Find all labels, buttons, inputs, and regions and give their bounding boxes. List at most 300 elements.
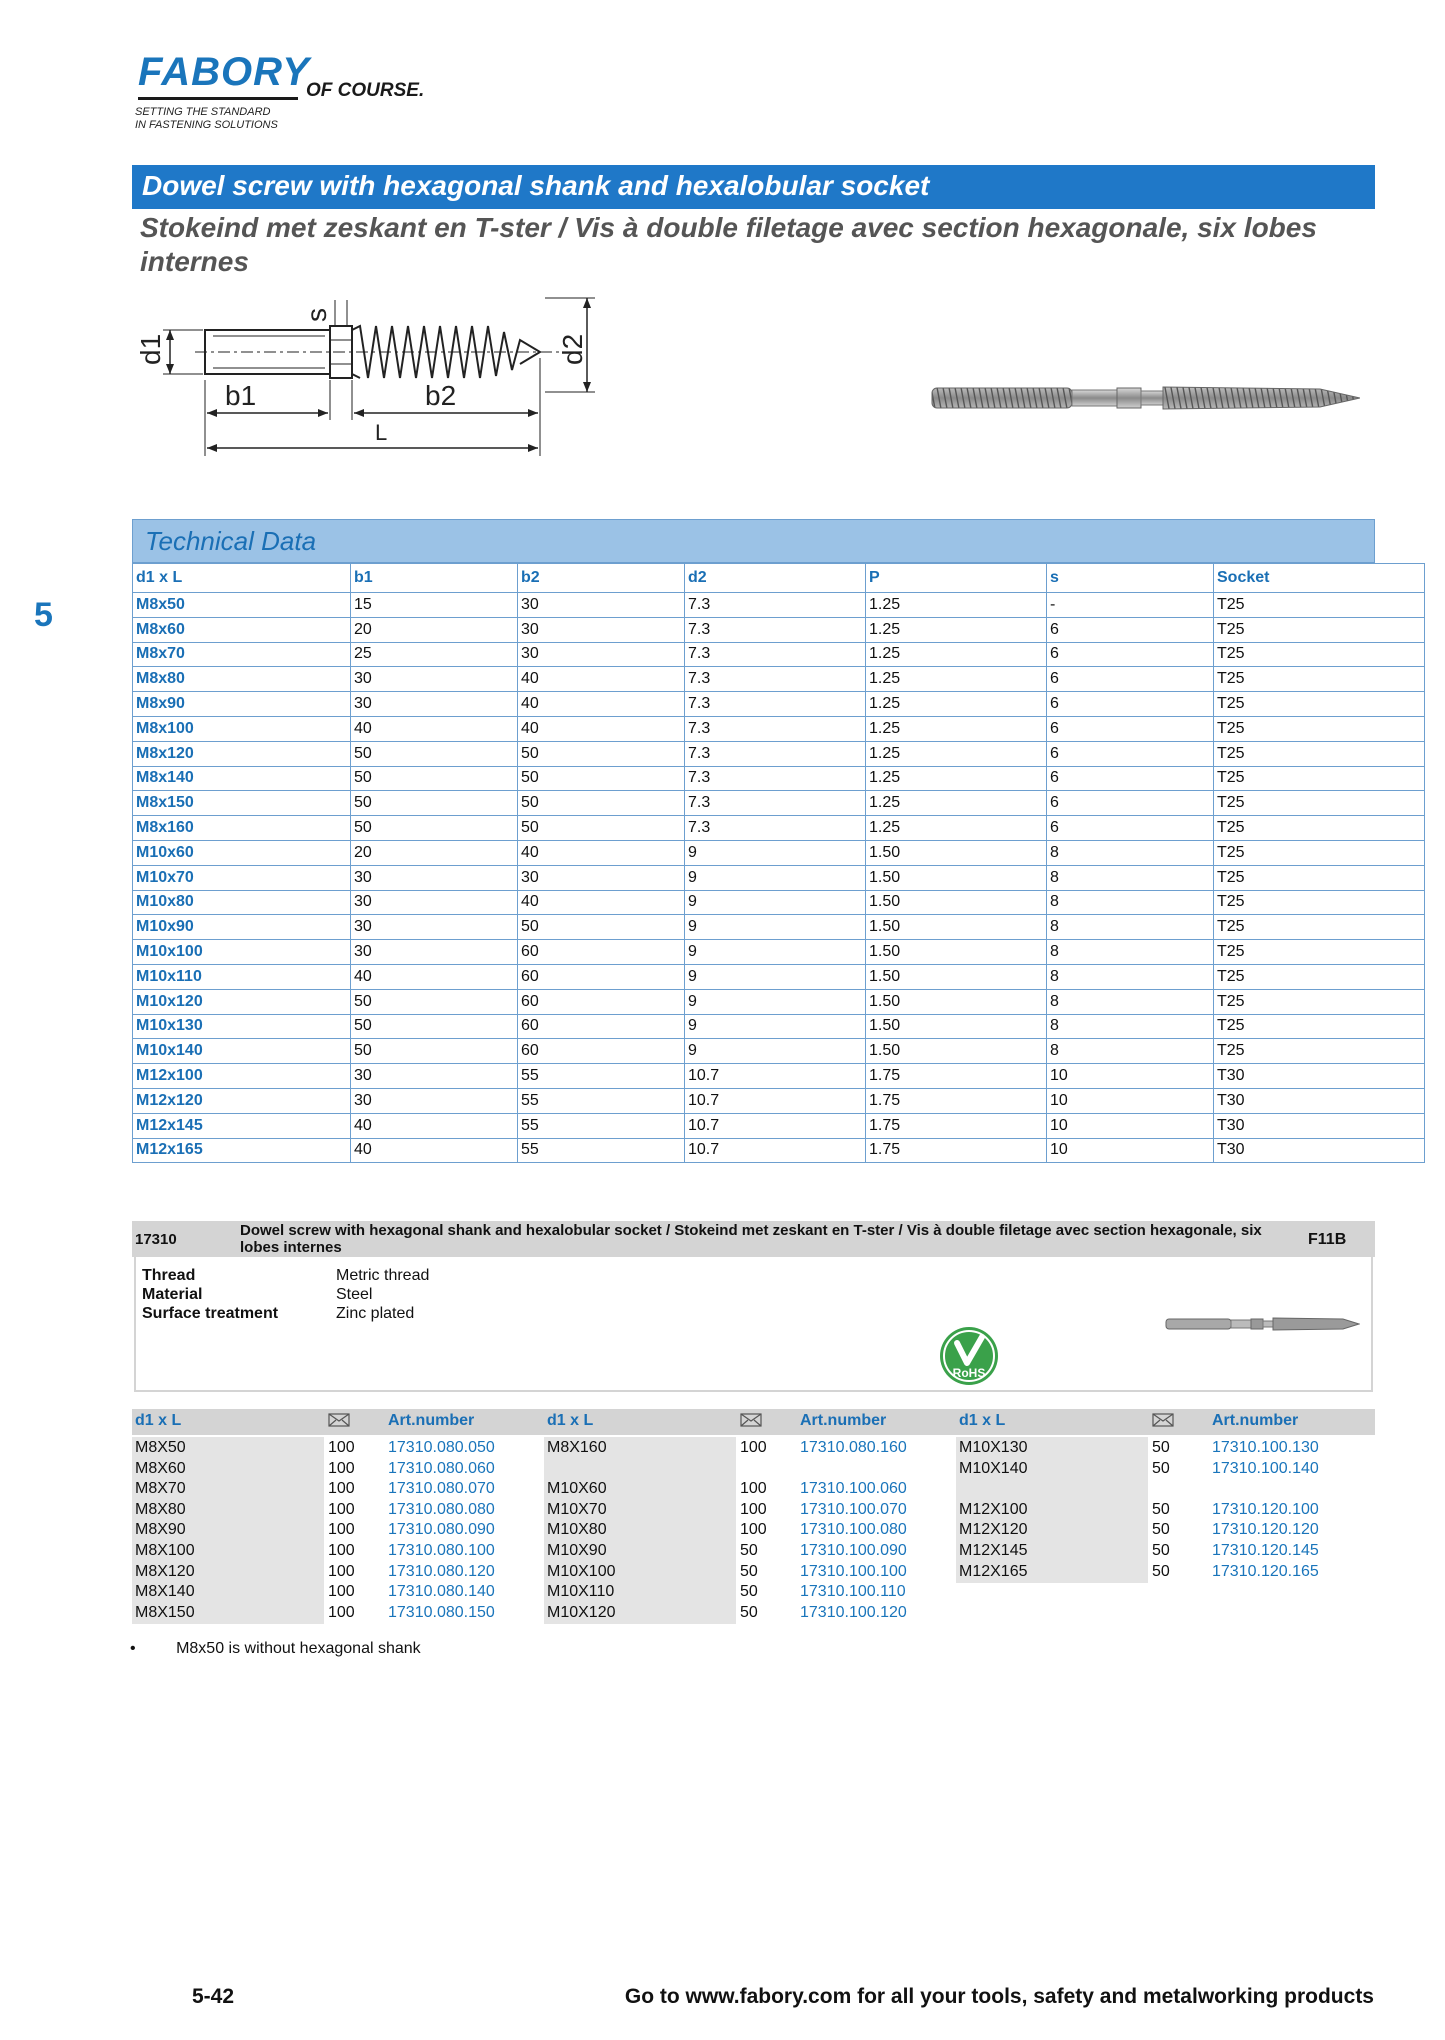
table-cell: 30 <box>351 865 518 890</box>
table-row <box>133 593 1425 618</box>
table-cell: 50 <box>351 741 518 766</box>
table-cell: 10 <box>1047 1064 1214 1089</box>
article-quantity: 100 <box>740 1480 767 1498</box>
table-cell: 8 <box>1047 940 1214 965</box>
table-cell: T25 <box>1214 816 1425 841</box>
page-title: Dowel screw with hexagonal shank and hexalobular socket <box>142 170 930 201</box>
table-cell: 30 <box>351 1064 518 1089</box>
article-list <box>132 1438 495 1623</box>
table-cell: 50 <box>351 1014 518 1039</box>
header-art-number: Art.number <box>800 1412 887 1429</box>
table-row <box>133 1039 1425 1064</box>
article-quantity: 50 <box>740 1603 758 1621</box>
table-row <box>133 989 1425 1014</box>
table-cell: 1.25 <box>866 692 1047 717</box>
table-cell: 10 <box>1047 1088 1214 1113</box>
list-item <box>132 1541 495 1562</box>
column-header: b2 <box>518 564 685 593</box>
table-cell: 7.3 <box>685 741 866 766</box>
header-art-number: Art.number <box>1212 1412 1299 1429</box>
table-cell: T30 <box>1214 1064 1425 1089</box>
table-cell: 9 <box>685 1014 866 1039</box>
article-size: M12X120 <box>959 1521 1028 1539</box>
article-number-link[interactable]: 17310.080.150 <box>388 1603 495 1621</box>
list-item <box>956 1562 1319 1583</box>
table-cell: 6 <box>1047 716 1214 741</box>
column-header: P <box>866 564 1047 593</box>
article-quantity: 50 <box>740 1562 758 1580</box>
table-cell: 30 <box>518 593 685 618</box>
article-size: M8X60 <box>135 1459 186 1477</box>
table-cell: 9 <box>685 1039 866 1064</box>
label-b1: b1 <box>225 380 257 411</box>
article-number-link[interactable]: 17310.100.140 <box>1212 1459 1319 1477</box>
table-row <box>133 816 1425 841</box>
table-cell: 25 <box>351 642 518 667</box>
article-quantity: 100 <box>328 1562 355 1580</box>
table-cell: M10x140 <box>133 1039 351 1064</box>
table-cell: 50 <box>351 791 518 816</box>
article-size: M10X100 <box>547 1562 616 1580</box>
table-cell: T25 <box>1214 940 1425 965</box>
table-row <box>133 766 1425 791</box>
table-row <box>133 1064 1425 1089</box>
rohs-label: RoHS <box>952 1366 986 1380</box>
article-quantity: 100 <box>328 1521 355 1539</box>
article-number-link[interactable]: 17310.080.160 <box>800 1439 907 1456</box>
table-cell: 7.3 <box>685 667 866 692</box>
table-cell: 60 <box>518 1039 685 1064</box>
table-cell: T25 <box>1214 865 1425 890</box>
article-quantity: 50 <box>740 1541 758 1559</box>
table-row <box>133 840 1425 865</box>
article-size: M8X50 <box>135 1439 186 1456</box>
label-b2: b2 <box>425 380 457 411</box>
table-cell: 9 <box>685 964 866 989</box>
table-cell: 1.25 <box>866 642 1047 667</box>
table-row <box>133 1088 1425 1113</box>
spec-label-thread: Thread <box>142 1267 196 1284</box>
list-item <box>544 1541 907 1562</box>
footer-text: Go to www.fabory.com for all your tools, safety and metalworking products <box>624 1985 1374 2008</box>
table-cell: 55 <box>518 1064 685 1089</box>
article-number-link[interactable]: 17310.100.080 <box>800 1521 907 1539</box>
table-cell: 50 <box>351 816 518 841</box>
article-size: M8X150 <box>135 1603 195 1621</box>
table-cell: 30 <box>351 1088 518 1113</box>
article-quantity: 100 <box>328 1541 355 1559</box>
table-cell: T25 <box>1214 989 1425 1014</box>
article-number-link[interactable]: 17310.120.100 <box>1212 1500 1319 1518</box>
table-cell: 7.3 <box>685 816 866 841</box>
article-quantity: 100 <box>328 1603 355 1621</box>
article-size: M12X100 <box>959 1500 1028 1518</box>
screw-photo <box>930 382 1360 414</box>
table-cell: M8x60 <box>133 617 351 642</box>
table-cell: 8 <box>1047 890 1214 915</box>
table-cell: 50 <box>351 766 518 791</box>
table-cell: 1.50 <box>866 964 1047 989</box>
article-size: M10X60 <box>547 1480 607 1498</box>
table-row <box>133 667 1425 692</box>
table-cell: T25 <box>1214 766 1425 791</box>
table-cell: 6 <box>1047 741 1214 766</box>
list-item <box>544 1479 907 1500</box>
list-item <box>956 1520 1319 1541</box>
table-cell: 6 <box>1047 667 1214 692</box>
table-cell: 9 <box>685 915 866 940</box>
table-cell: 6 <box>1047 816 1214 841</box>
table-cell: 40 <box>518 692 685 717</box>
table-cell: 6 <box>1047 766 1214 791</box>
envelope-icon <box>1152 1412 1174 1433</box>
table-cell: M8x50 <box>133 593 351 618</box>
table-cell: 55 <box>518 1113 685 1138</box>
table-cell: T25 <box>1214 915 1425 940</box>
table-cell: 1.25 <box>866 741 1047 766</box>
list-item <box>132 1520 495 1541</box>
table-cell: 9 <box>685 890 866 915</box>
spec-label-material: Material <box>142 1286 203 1303</box>
table-cell: 6 <box>1047 642 1214 667</box>
article-number-link[interactable]: 17310.100.120 <box>800 1603 907 1621</box>
table-row <box>133 890 1425 915</box>
rohs-icon <box>938 1325 1000 1387</box>
spec-value-material: Steel <box>336 1286 373 1303</box>
table-cell: 40 <box>518 840 685 865</box>
technical-data-title: Technical Data <box>145 526 317 556</box>
list-item <box>132 1438 495 1459</box>
header-size: d1 x L <box>959 1412 1006 1429</box>
bullet-icon: • <box>130 1640 136 1657</box>
table-row <box>133 1014 1425 1039</box>
label-L: L <box>375 420 388 445</box>
table-cell: 40 <box>518 716 685 741</box>
table-row <box>133 617 1425 642</box>
product-category: F11B <box>1308 1231 1347 1248</box>
list-item <box>956 1541 1319 1562</box>
table-cell: T25 <box>1214 692 1425 717</box>
list-item <box>544 1438 907 1459</box>
page-number: 5-42 <box>192 1985 235 2008</box>
article-quantity: 100 <box>328 1439 355 1456</box>
table-cell: 1.25 <box>866 766 1047 791</box>
article-quantity: 100 <box>740 1439 767 1456</box>
table-cell: 30 <box>351 692 518 717</box>
table-cell: M12x120 <box>133 1088 351 1113</box>
article-quantity: 50 <box>1152 1500 1170 1518</box>
table-row <box>133 964 1425 989</box>
table-cell: 40 <box>518 890 685 915</box>
article-size: M8X80 <box>135 1500 186 1518</box>
table-cell: 10.7 <box>685 1138 866 1163</box>
article-size: M8X160 <box>547 1439 607 1456</box>
table-cell: 1.50 <box>866 989 1047 1014</box>
table-cell: 30 <box>351 890 518 915</box>
table-cell: 8 <box>1047 964 1214 989</box>
brand-logo: FABORY <box>138 50 310 94</box>
article-size: M10X70 <box>547 1500 607 1518</box>
article-quantity: 50 <box>1152 1562 1170 1580</box>
table-cell: M10x70 <box>133 865 351 890</box>
table-cell: 8 <box>1047 840 1214 865</box>
article-number-link[interactable]: 17310.080.090 <box>388 1521 495 1539</box>
table-cell: 8 <box>1047 915 1214 940</box>
table-cell: 7.3 <box>685 593 866 618</box>
article-number-link[interactable]: 17310.120.120 <box>1212 1521 1319 1539</box>
table-cell: 8 <box>1047 1014 1214 1039</box>
article-number-link[interactable]: 17310.080.060 <box>388 1459 495 1477</box>
table-cell: 60 <box>518 989 685 1014</box>
column-header: d2 <box>685 564 866 593</box>
table-cell: 6 <box>1047 791 1214 816</box>
table-cell: T25 <box>1214 791 1425 816</box>
table-cell: 50 <box>351 989 518 1014</box>
table-row <box>133 1138 1425 1163</box>
article-number-link[interactable]: 17310.100.110 <box>800 1583 906 1601</box>
table-cell: 1.50 <box>866 1039 1047 1064</box>
label-d2: d2 <box>557 333 588 365</box>
table-cell: T25 <box>1214 716 1425 741</box>
article-number-link[interactable]: 17310.100.090 <box>800 1541 907 1559</box>
header-size: d1 x L <box>547 1412 594 1429</box>
table-cell: 10.7 <box>685 1113 866 1138</box>
table-cell: 20 <box>351 840 518 865</box>
table-cell: M12x165 <box>133 1138 351 1163</box>
list-item <box>544 1582 907 1603</box>
table-cell: 1.25 <box>866 617 1047 642</box>
table-cell: 40 <box>351 716 518 741</box>
table-cell: 10 <box>1047 1138 1214 1163</box>
article-number-link[interactable]: 17310.080.140 <box>388 1583 495 1601</box>
list-item <box>132 1500 495 1521</box>
table-cell: 7.3 <box>685 791 866 816</box>
table-cell: 1.75 <box>866 1138 1047 1163</box>
table-cell: T25 <box>1214 741 1425 766</box>
article-quantity: 100 <box>328 1500 355 1518</box>
list-item <box>544 1603 907 1624</box>
table-cell: M10x120 <box>133 989 351 1014</box>
column-header: b1 <box>351 564 518 593</box>
article-size: M10X140 <box>959 1459 1028 1477</box>
table-cell: 10 <box>1047 1113 1214 1138</box>
column-header: Socket <box>1214 564 1425 593</box>
table-cell: 7.3 <box>685 642 866 667</box>
article-size: M10X120 <box>547 1603 616 1621</box>
table-cell: 1.50 <box>866 1014 1047 1039</box>
table-row <box>133 791 1425 816</box>
table-cell: 9 <box>685 989 866 1014</box>
envelope-icon <box>328 1412 350 1433</box>
table-cell: M12x100 <box>133 1064 351 1089</box>
table-cell: 50 <box>518 766 685 791</box>
table-cell: 1.75 <box>866 1113 1047 1138</box>
article-number-link[interactable]: 17310.120.145 <box>1212 1541 1319 1559</box>
list-item <box>956 1479 1319 1500</box>
article-list <box>544 1438 907 1623</box>
logo-tagline: SETTING THE STANDARD IN FASTENING SOLUTIONS <box>135 106 278 131</box>
article-number-link[interactable]: 17310.120.165 <box>1212 1562 1319 1580</box>
article-number-link[interactable]: 17310.100.060 <box>800 1480 907 1498</box>
chapter-number: 5 <box>34 596 53 634</box>
table-cell: 55 <box>518 1138 685 1163</box>
table-cell: M10x60 <box>133 840 351 865</box>
table-cell: M10x90 <box>133 915 351 940</box>
table-cell: T30 <box>1214 1138 1425 1163</box>
product-code: 17310 <box>135 1231 177 1248</box>
table-cell: 7.3 <box>685 716 866 741</box>
table-cell: 50 <box>518 816 685 841</box>
table-cell: M8x140 <box>133 766 351 791</box>
table-cell: 40 <box>518 667 685 692</box>
table-cell: M8x90 <box>133 692 351 717</box>
article-number-link[interactable]: 17310.080.100 <box>388 1541 495 1559</box>
table-cell: 9 <box>685 840 866 865</box>
spec-label-surface: Surface treatment <box>142 1305 279 1322</box>
table-cell: M10x80 <box>133 890 351 915</box>
article-list <box>956 1438 1319 1582</box>
table-cell: 7.3 <box>685 692 866 717</box>
label-s: s <box>301 308 332 322</box>
logo-underline <box>138 97 298 100</box>
table-cell: T25 <box>1214 667 1425 692</box>
table-row <box>133 642 1425 667</box>
table-cell: M10x100 <box>133 940 351 965</box>
list-item <box>544 1500 907 1521</box>
table-cell: T25 <box>1214 964 1425 989</box>
table-cell: 50 <box>518 741 685 766</box>
table-cell: 1.50 <box>866 865 1047 890</box>
article-number-link[interactable]: 17310.100.070 <box>800 1500 907 1518</box>
table-cell: 1.50 <box>866 915 1047 940</box>
table-cell: M8x100 <box>133 716 351 741</box>
list-item <box>544 1562 907 1583</box>
list-item <box>132 1603 495 1624</box>
article-size: M10X80 <box>547 1521 607 1539</box>
article-size: M10X110 <box>547 1583 615 1601</box>
table-cell: 8 <box>1047 989 1214 1014</box>
table-cell: 8 <box>1047 865 1214 890</box>
spec-values <box>336 1266 429 1323</box>
table-header-row <box>133 564 1425 593</box>
table-cell: M10x130 <box>133 1014 351 1039</box>
article-number-link[interactable]: 17310.080.080 <box>388 1500 495 1518</box>
table-cell: M8x70 <box>133 642 351 667</box>
table-body <box>133 593 1425 1163</box>
page-subtitle: Stokeind met zeskant en T-ster / Vis à double filetage avec section hexagonale, six lobes internes <box>140 212 1317 277</box>
screw-thumbnail <box>1165 1316 1360 1332</box>
article-quantity: 50 <box>740 1583 758 1601</box>
table-cell: 55 <box>518 1088 685 1113</box>
table-cell: 1.75 <box>866 1064 1047 1089</box>
table-cell: 10.7 <box>685 1064 866 1089</box>
list-item <box>956 1438 1319 1459</box>
table-cell: T25 <box>1214 1014 1425 1039</box>
header-size: d1 x L <box>135 1412 182 1429</box>
article-quantity: 100 <box>740 1521 767 1539</box>
article-quantity: 100 <box>740 1500 767 1518</box>
article-size: M8X140 <box>135 1583 195 1601</box>
table-row <box>133 940 1425 965</box>
table-cell: 50 <box>518 791 685 816</box>
table-cell: T25 <box>1214 840 1425 865</box>
article-number-link[interactable]: 17310.080.050 <box>388 1439 495 1456</box>
table-cell: 1.50 <box>866 890 1047 915</box>
list-item <box>956 1459 1319 1480</box>
table-cell: 9 <box>685 865 866 890</box>
table-cell: 60 <box>518 940 685 965</box>
list-item <box>956 1500 1319 1521</box>
article-quantity: 50 <box>1152 1541 1170 1559</box>
table-cell: 20 <box>351 617 518 642</box>
article-size: M8X70 <box>135 1480 186 1498</box>
article-size: M8X100 <box>135 1541 195 1559</box>
table-cell: T30 <box>1214 1088 1425 1113</box>
table-cell: - <box>1047 593 1214 618</box>
list-item <box>544 1459 907 1480</box>
article-quantity: 50 <box>1152 1521 1170 1539</box>
article-quantity: 100 <box>328 1583 355 1601</box>
table-cell: M8x150 <box>133 791 351 816</box>
table-cell: T25 <box>1214 593 1425 618</box>
table-cell: 1.25 <box>866 816 1047 841</box>
table-cell: T25 <box>1214 890 1425 915</box>
table-row <box>133 1113 1425 1138</box>
technical-data-header <box>132 519 1375 563</box>
dimension-drawing <box>125 288 625 458</box>
list-item <box>132 1582 495 1603</box>
table-cell: 1.25 <box>866 593 1047 618</box>
article-size: M12X165 <box>959 1562 1028 1580</box>
table-cell: 1.25 <box>866 667 1047 692</box>
article-number-link[interactable]: 17310.080.070 <box>388 1480 495 1498</box>
technical-data <box>132 519 1375 1163</box>
article-size: M8X90 <box>135 1521 186 1539</box>
label-d1: d1 <box>135 333 166 365</box>
table-cell: 1.25 <box>866 716 1047 741</box>
table-cell: 1.25 <box>866 791 1047 816</box>
table-cell: 40 <box>351 964 518 989</box>
spec-value-surface: Zinc plated <box>336 1305 415 1322</box>
table-cell: 1.50 <box>866 840 1047 865</box>
table-cell: 8 <box>1047 1039 1214 1064</box>
table-cell: 7.3 <box>685 617 866 642</box>
logo-slogan: OF COURSE. <box>306 80 425 101</box>
table-row <box>133 915 1425 940</box>
header-art-number: Art.number <box>388 1412 475 1429</box>
spec-labels <box>142 1266 278 1323</box>
table-cell: 60 <box>518 964 685 989</box>
table-cell: 15 <box>351 593 518 618</box>
table-cell: 30 <box>351 940 518 965</box>
table-cell: 50 <box>351 1039 518 1064</box>
article-number-link[interactable]: 17310.100.100 <box>800 1562 907 1580</box>
table-cell: T30 <box>1214 1113 1425 1138</box>
table-cell: M12x145 <box>133 1113 351 1138</box>
table-cell: 50 <box>518 915 685 940</box>
article-number-link[interactable]: 17310.100.130 <box>1212 1439 1319 1456</box>
list-item <box>544 1520 907 1541</box>
envelope-icon <box>740 1412 762 1433</box>
table-cell: 30 <box>518 642 685 667</box>
table-cell: 6 <box>1047 617 1214 642</box>
table-cell: 10.7 <box>685 1088 866 1113</box>
article-number-link[interactable]: 17310.080.120 <box>388 1562 495 1580</box>
table-row <box>133 741 1425 766</box>
table-cell: 30 <box>518 865 685 890</box>
table-row <box>133 692 1425 717</box>
table-cell: T25 <box>1214 642 1425 667</box>
